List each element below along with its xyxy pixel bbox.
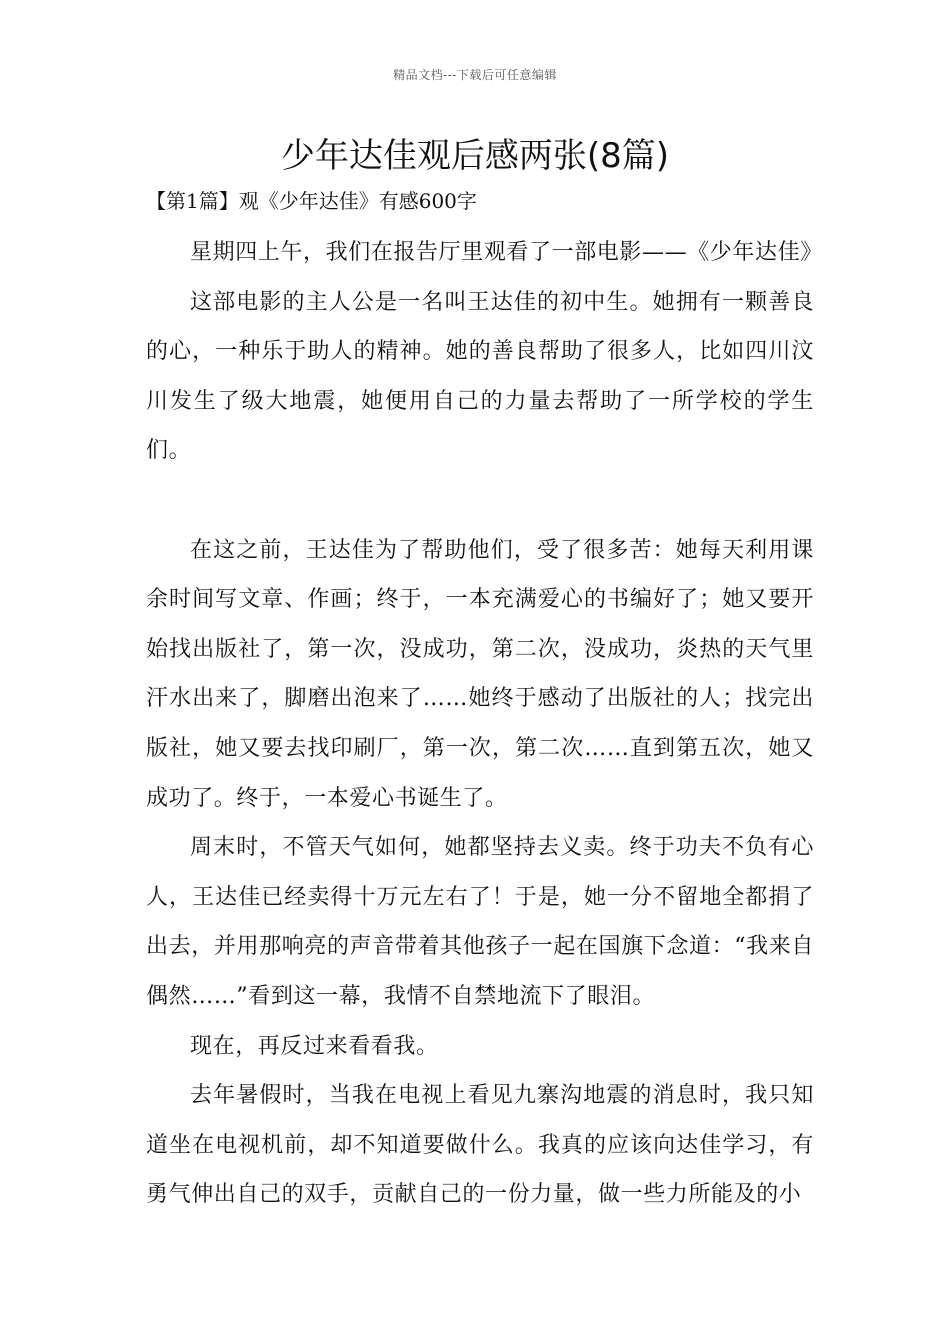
paragraph: 这部电影的主人公是一名叫王达佳的初中生。她拥有一颗善良的心，一种乐于助人的精神。她的善良帮助了很多人，比如四川汶川发生了级大地震，她便用自己的力量去帮助了一所学校的学生们。: [146, 289, 814, 464]
page-title: 少年达佳观后感两张(8篇): [280, 136, 670, 176]
paragraph-gap: [146, 476, 814, 526]
header-watermark: 精品文档---下载后可任意编辑: [393, 68, 557, 82]
paragraph: 在这之前，王达佳为了帮助他们，受了很多苦：她每天利用课余时间写文章、作画；终于，一本充满爱心的书编好了；她又要开始找出版社了，第一次，没成功，第二次，没成功，炎热的天气里汗水出来了，脚磨出泡来了……她终于感动了出版社的人；找完出版社，她又要去找印刷厂，第一次，第二次……直到第五次，她又成功了。终于，一本爱心书诞生了。: [146, 537, 814, 811]
paragraph: 周末时，不管天气如何，她都坚持去义卖。终于功夫不负有心人，王达佳已经卖得十万元左右了！于是，她一分不留地全都捐了出去，并用那响亮的声音带着其他孩子一起在国旗下念道：“我来自偶然……”看到这一幕，我情不自禁地流下了眼泪。: [146, 835, 814, 1009]
paragraph: 星期四上午，我们在报告厅里观看了一部电影——《少年达佳》: [190, 240, 823, 265]
paragraph: 去年暑假时，当我在电视上看见九寨沟地震的消息时，我只知道坐在电视机前，却不知道要做什么。我真的应该向达佳学习，有勇气伸出自己的双手，贡献自己的一份力量，做一些力所能及的小: [146, 1083, 814, 1208]
section-heading: 【第1篇】观《少年达佳》有感600字: [146, 189, 477, 213]
paragraph: 现在，再反过来看看我。: [190, 1033, 439, 1059]
article-body: [146, 228, 823, 1220]
